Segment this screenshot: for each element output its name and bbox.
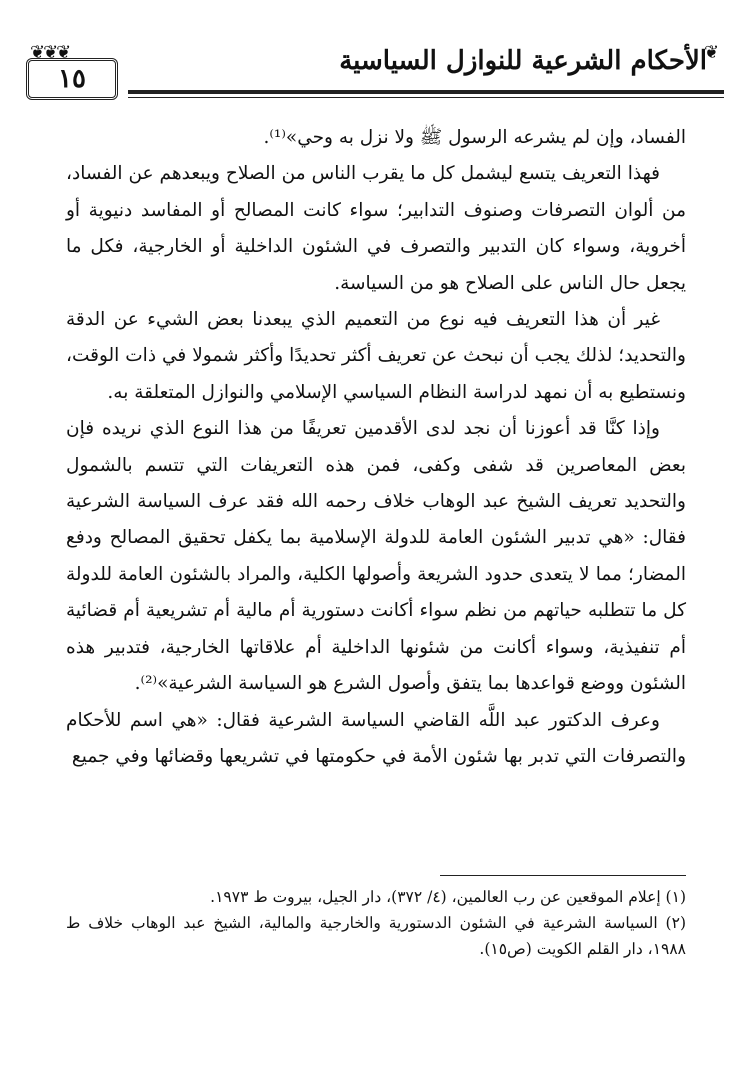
header-ornament-left: ❦❦❦ bbox=[30, 42, 70, 63]
main-text bbox=[66, 120, 686, 775]
paragraph: الفساد، وإن لم يشرعه الرسول ﷺ ولا نزل به وحي»⁽¹⁾. bbox=[263, 127, 686, 148]
footnote: (٢) السياسة الشرعية في الشئون الدستورية والخارجية والمالية، الشيخ عبد الوهاب خلاف ط ١٩٨٨، دار القلم الكويت (ص١٥). bbox=[66, 914, 686, 958]
footnotes bbox=[66, 884, 686, 962]
footnote: (١) إعلام الموقعين عن رب العالمين، (٤/ ٣٧٢)، دار الجيل، بيروت ط ١٩٧٣. bbox=[210, 888, 686, 906]
running-header-title: الأحكام الشرعية للنوازل السياسية bbox=[339, 46, 707, 76]
paragraph: فهذا التعريف يتسع ليشمل كل ما يقرب الناس من الصلاح ويبعدهم عن الفساد، من ألوان التصرفات وصنوف التدابير؛ سواء كانت المصالح أو المفاسد دنيوية أو أخروية، وسواء كان التدبير والتصرف في الشئون الداخلية أو الخارجية، فكل ما يجعل حال الناس على الصلاح هو من السياسة. bbox=[66, 163, 686, 294]
header-rule-thin bbox=[128, 97, 724, 98]
paragraph: وإذا كنَّا قد أعوزنا أن نجد لدى الأقدمين تعريفًا من هذا النوع الذي نريده فإن بعض المعاصرين قد شفى وكفى، فمن هذه التعريفات التي تتسم بالشمول والتحديد تعريف الشيخ عبد الوهاب خلاف رحمه الله فقد عرف السياسة الشرعية فقال: «هي تدبير الشئون العامة للدولة الإسلامية بما يكفل تحقيق المصالح ودفع المضار؛ مما لا يتعدى حدود الشريعة وأصولها الكلية، والمراد بالشئون العامة للدولة كل ما تتطلبه حياتهم من نظم سواء أكانت دستورية أم مالية أم تشريعية أم قضائية أم تنفيذية، وسواء أكانت من شئونها الداخلية أم علاقاتها الخارجية، فتدبير هذه الشئون ووضع قواعدها بما يتفق وأصول الشرع هو السياسة الشرعية»⁽²⁾. bbox=[66, 418, 686, 695]
footnote-separator bbox=[440, 875, 686, 876]
paragraph: وعرف الدكتور عبد اللَّه القاضي السياسة الشرعية فقال: «هي اسم للأحكام والتصرفات التي تدبر بها شئون الأمة في حكومتها في تشريعها وقضائها وفي جميع bbox=[66, 709, 686, 767]
page-number: ١٥ bbox=[26, 58, 118, 100]
header-ornament-right: ❦ bbox=[704, 42, 720, 63]
paragraph: غير أن هذا التعريف فيه نوع من التعميم الذي يبعدنا بعض الشيء عن الدقة والتحديد؛ لذلك يجب أن نبحث عن تعريف أكثر تحديدًا وأكثر شمولا في ذات الوقت، ونستطيع به أن نمهد لدراسة النظام السياسي الإسلامي والنوازل المتعلقة به. bbox=[66, 309, 686, 403]
header-rule bbox=[128, 90, 724, 94]
